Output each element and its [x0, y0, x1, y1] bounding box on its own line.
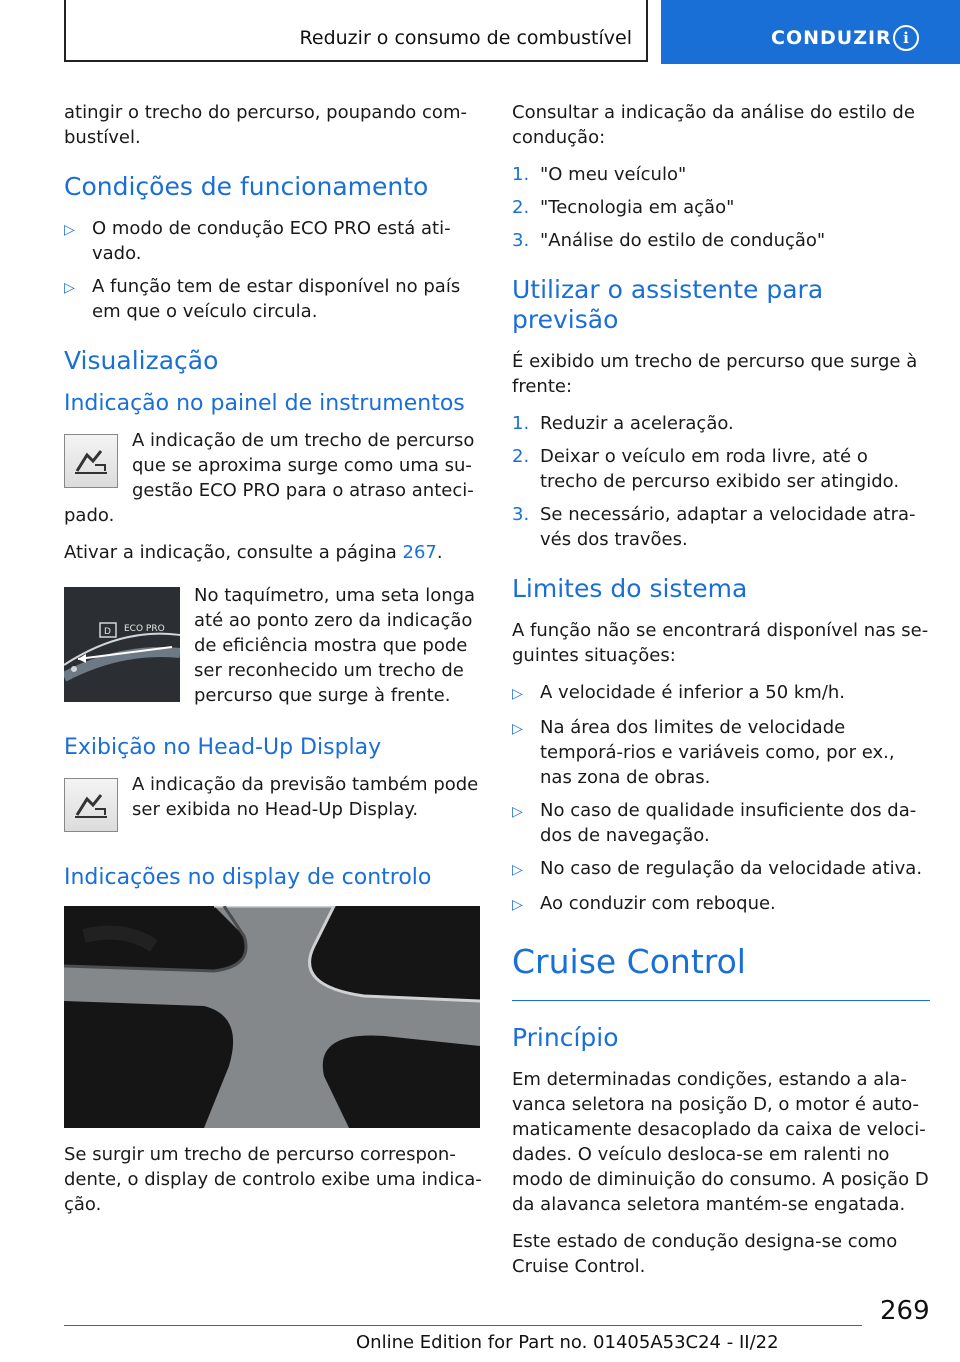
page-title: Reduzir o consumo de combustível — [299, 27, 632, 49]
list-item — [512, 195, 930, 220]
hud-block — [64, 772, 482, 838]
triangle-bullet-icon: ▷ — [64, 280, 75, 296]
activate-end: . — [436, 542, 443, 563]
heading-assistant: Utilizar o assistente para previsão — [512, 275, 824, 334]
gear-d-label: D — [104, 627, 111, 637]
section-label: CONDUZIR — [771, 27, 892, 49]
left-column — [64, 100, 482, 1229]
list-item-text: Ao conduzir com reboque. — [540, 893, 776, 914]
list-item-text: No caso de regulação da velocidade ativa. — [540, 858, 923, 879]
instrument-block — [64, 428, 482, 540]
right-column — [512, 100, 930, 1291]
tacho-block — [64, 583, 482, 720]
step-text: Reduzir a aceleração. — [540, 413, 734, 434]
assistant-intro: É exibido um trecho de percurso que surge à frente: — [512, 351, 918, 397]
list-item — [512, 891, 930, 918]
step-text: "Tecnologia em ação" — [540, 197, 735, 218]
curve-warning-icon — [64, 434, 118, 488]
step-text: "O meu veículo" — [540, 164, 687, 185]
instrument-text: A indicação de um trecho de percurso que se aproxima surge como uma su-gestão ECO PRO para o atraso anteci-pado. — [64, 430, 475, 526]
list-item — [512, 856, 930, 883]
header-bar — [64, 0, 648, 62]
triangle-bullet-icon: ▷ — [512, 721, 523, 737]
footer-divider — [64, 1325, 862, 1326]
section-tab[interactable] — [661, 0, 960, 64]
page-number: 269 — [880, 1296, 930, 1326]
edition-label: Online Edition for Part no. 01405A53C24 - II/22 — [356, 1332, 779, 1353]
triangle-bullet-icon: ▷ — [512, 804, 523, 820]
list-item-text: A velocidade é inferior a 50 km/h. — [540, 682, 846, 703]
curve-warning-icon — [64, 778, 118, 832]
list-item — [512, 444, 930, 494]
intro-paragraph: atingir o trecho do percurso, poupando com-bustível. — [64, 102, 467, 148]
list-item-text: No caso de qualidade insuficiente dos da-dos de navegação. — [540, 800, 917, 846]
list-item — [512, 162, 930, 187]
heading-hud: Exibição no Head-Up Display — [64, 735, 382, 760]
eco-pro-label: ECO PRO — [124, 624, 165, 634]
list-item — [512, 411, 930, 436]
road-preview-image — [64, 906, 480, 1128]
analysis-intro: Consultar a indicação da análise do estilo de condução: — [512, 102, 915, 148]
principle-text: Em determinadas condições, estando a ala-vanca seletora na posição D, o motor é auto-maticamente desacoplado da caixa de veloci-dades. O veículo desloca-se em ralenti no modo de diminuição do consumo. A posição D da alavanca seletora mantém-se engatada. — [512, 1069, 929, 1215]
list-item — [512, 228, 930, 253]
triangle-bullet-icon: ▷ — [512, 862, 523, 878]
limits-intro: A função não se encontrará disponível nas se-guintes situações: — [512, 620, 929, 666]
heading-cruise-control: Cruise Control — [512, 940, 930, 1001]
tachometer-image — [64, 587, 180, 702]
control-text: Se surgir um trecho de percurso correspon-dente, o display de controlo exibe uma indica-ção. — [64, 1144, 482, 1215]
step-number: 3. — [512, 230, 530, 251]
heading-control-display: Indicações no display de controlo — [64, 865, 432, 890]
step-number: 1. — [512, 413, 530, 434]
step-number: 2. — [512, 197, 530, 218]
list-item — [512, 798, 930, 848]
heading-conditions: Condições de funcionamento — [64, 172, 429, 201]
triangle-bullet-icon: ▷ — [512, 686, 523, 702]
heading-principle: Princípio — [512, 1023, 619, 1052]
list-item-text: O modo de condução ECO PRO está ati-vado. — [92, 218, 451, 264]
activate-text: Ativar a indicação, consulte a página — [64, 542, 403, 563]
triangle-bullet-icon: ▷ — [512, 897, 523, 913]
hud-text: A indicação da previsão também pode ser exibida no Head-Up Display. — [132, 774, 479, 820]
list-item — [64, 274, 482, 324]
list-item — [512, 680, 930, 707]
tacho-text: No taquímetro, uma seta longa até ao ponto zero da indicação de eficiência mostra que pode ser reconhecido um trecho de percurso que surge à frente. — [194, 585, 476, 706]
step-text: Se necessário, adaptar a velocidade atra-vés dos travões. — [540, 504, 916, 550]
list-item-text: Na área dos limites de velocidade temporá-rios e variáveis como, por ex., nas zona de obras. — [540, 717, 895, 788]
list-item — [512, 502, 930, 552]
step-number: 3. — [512, 504, 530, 525]
list-item — [512, 715, 930, 790]
list-item-text: A função tem de estar disponível no país em que o veículo circula. — [92, 276, 461, 322]
cruise-text: Este estado de condução designa-se como Cruise Control. — [512, 1231, 898, 1277]
triangle-bullet-icon: ▷ — [64, 222, 75, 238]
page-link[interactable]: 267 — [402, 542, 437, 563]
list-item — [64, 216, 482, 266]
step-text: Deixar o veículo em roda livre, até o trecho de percurso exibido ser atingido. — [540, 446, 900, 492]
heading-limits: Limites do sistema — [512, 574, 748, 603]
heading-display: Visualização — [64, 346, 219, 375]
info-icon[interactable]: i — [893, 25, 919, 51]
step-text: "Análise do estilo de condução" — [540, 230, 826, 251]
activate-paragraph — [64, 540, 482, 565]
heading-instrument: Indicação no painel de instrumentos — [64, 391, 465, 416]
step-number: 1. — [512, 164, 530, 185]
step-number: 2. — [512, 446, 530, 467]
